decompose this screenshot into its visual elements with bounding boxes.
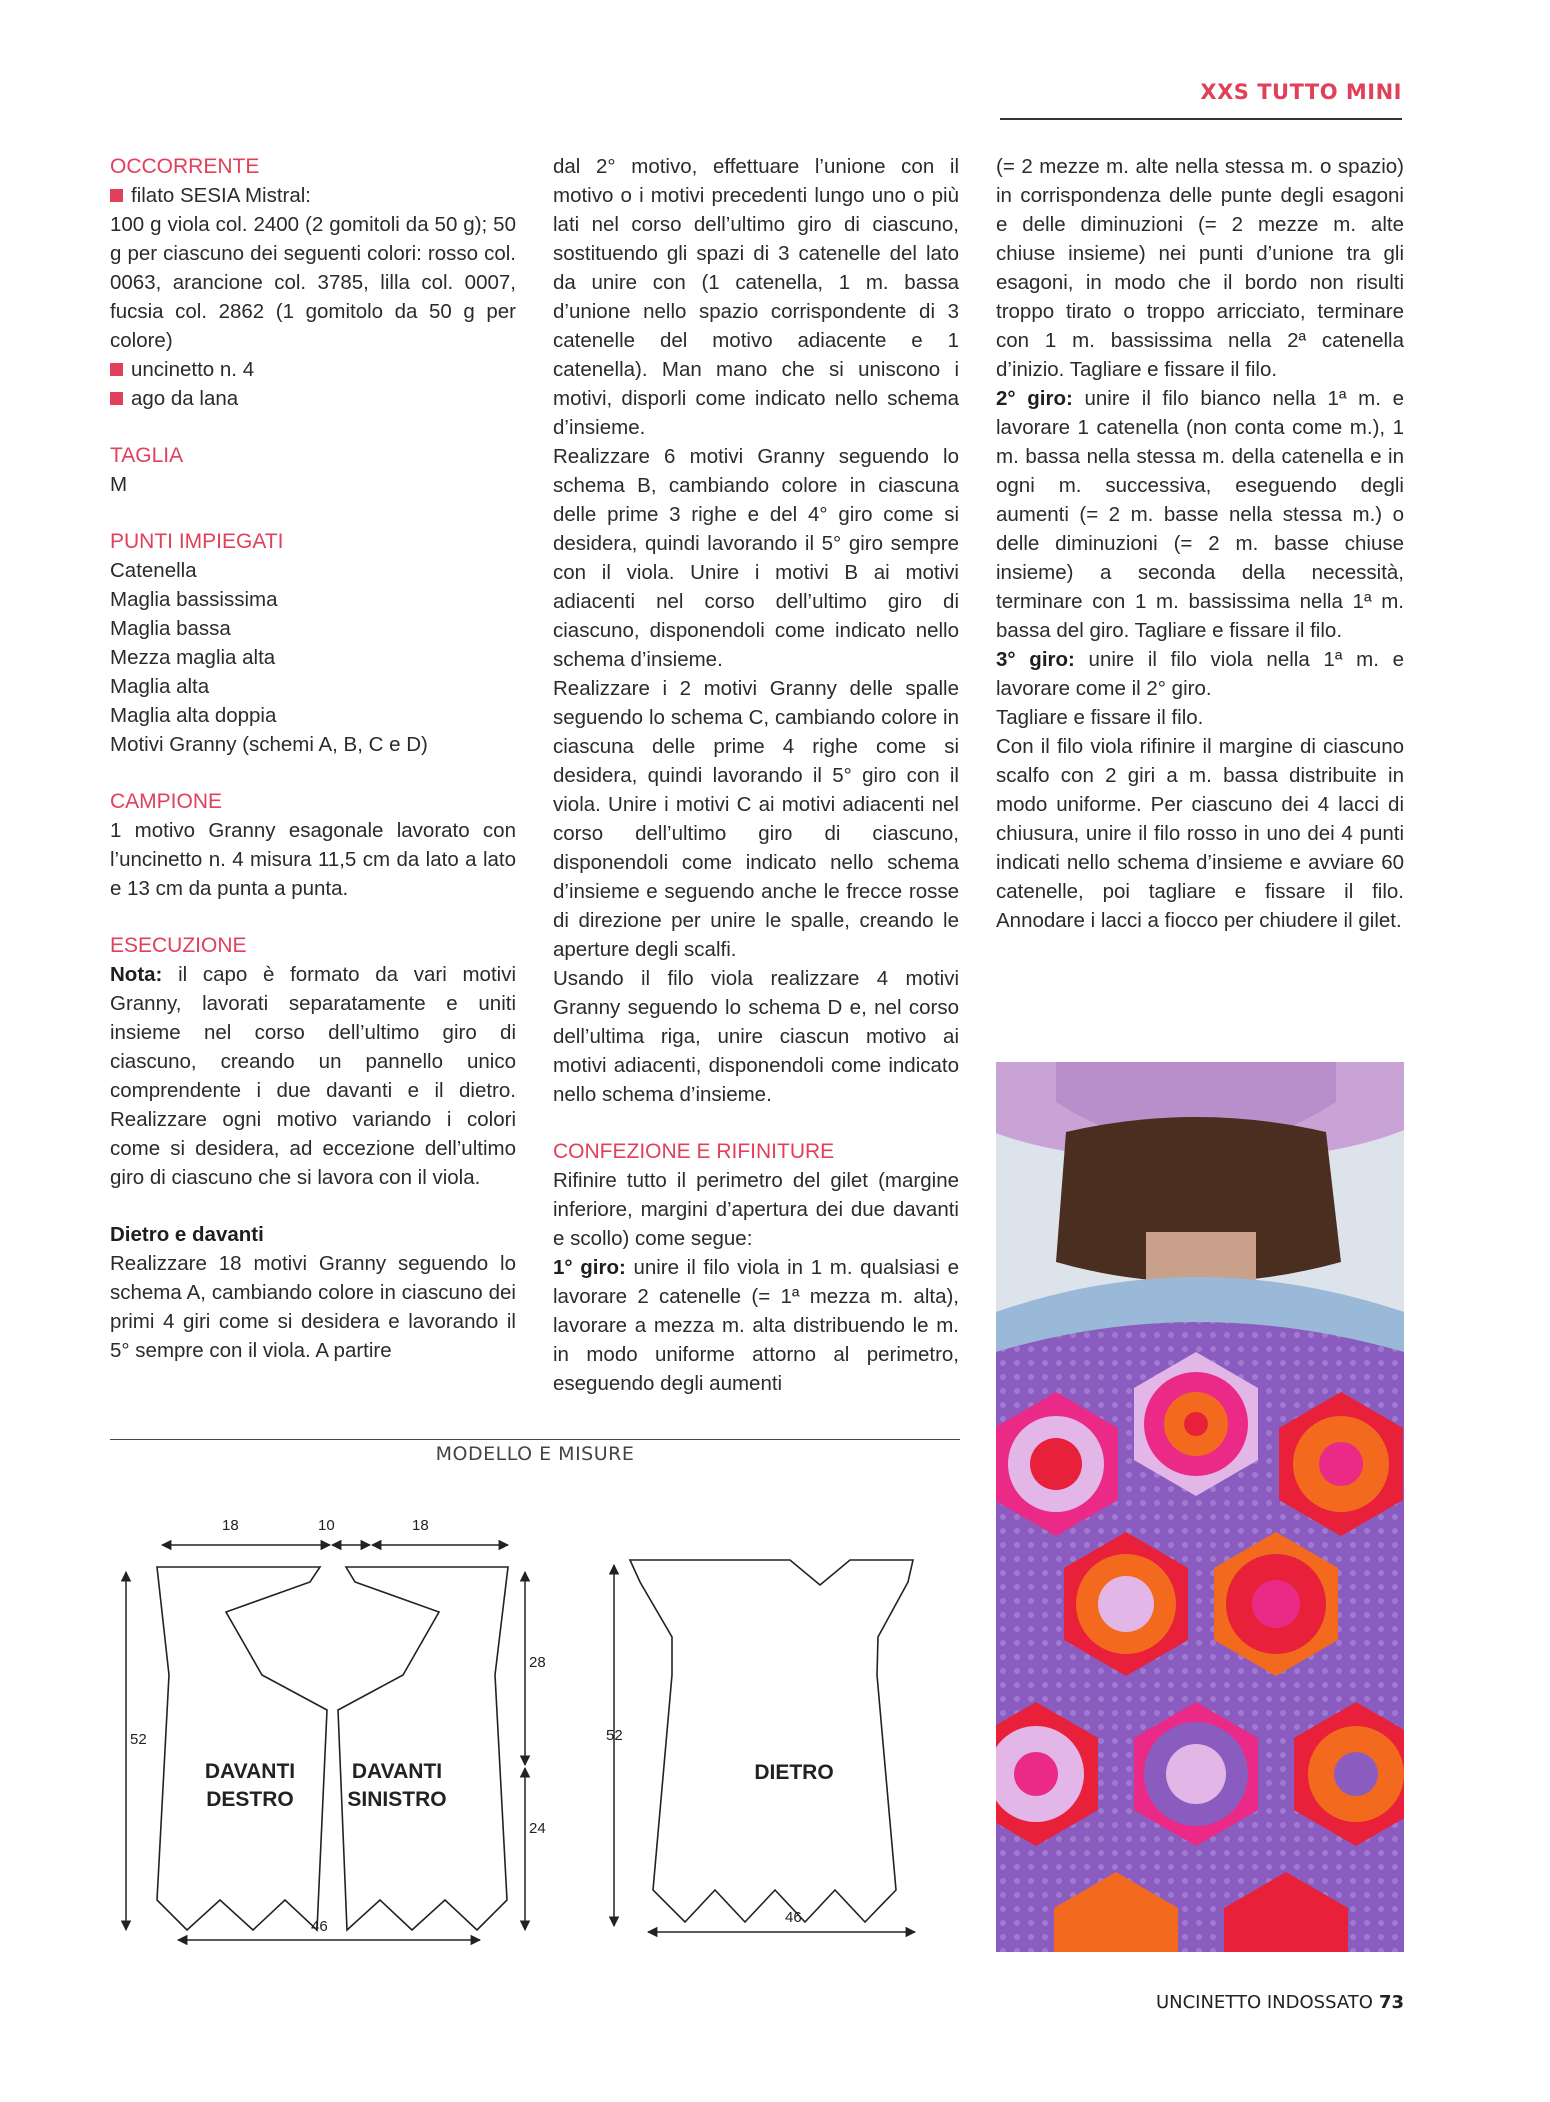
giro-2-text: unire il filo bianco nella 1ª m. e lavorare 1 catenella (non conta come m.), 1 m. bassa nella stessa m. della catenella e in ogni m. successiva, eseguendo degli aumenti (= 2 m. basse nella stessa m.) o delle diminuzioni (= 2 m. basse chiuse insieme) a seconda della necessità, terminare con 1 m. bassissima nella 1ª m. bassa del giro. Tagliare e fissare il filo.	[996, 387, 1404, 642]
label-left-front-1: DAVANTI	[351, 1760, 443, 1783]
page-number: 73	[1378, 1992, 1404, 2013]
square-bullet-icon	[110, 184, 131, 207]
heading-punti: PUNTI IMPIEGATI	[110, 530, 284, 553]
size-value: M	[110, 473, 128, 496]
paragraph-finishing: Rifinire tutto il perimetro del gilet (margine inferiore, margini d’apertura dei due davanti e scollo) come segue:	[553, 1169, 959, 1250]
section-title: XXS TUTTO MINI	[1200, 80, 1402, 104]
section-dietro-davanti	[110, 1220, 516, 1365]
label-right-front-2: DESTRO	[206, 1788, 294, 1811]
vest-photo	[996, 1062, 1404, 1952]
heading-confezione: CONFEZIONE E RIFINITURE	[553, 1140, 835, 1163]
section-campione	[110, 787, 516, 903]
dim-width-front: 46	[311, 1918, 328, 1935]
hook-text: uncinetto n. 4	[131, 358, 255, 381]
vest-photo-illustration	[996, 1062, 1404, 1952]
dim-top-right: 18	[412, 1517, 429, 1534]
stitch-item: Mezza maglia alta	[110, 646, 276, 669]
dim-top-left: 18	[222, 1517, 239, 1534]
item-yarn	[110, 181, 516, 210]
giro-1-label: 1° giro:	[553, 1256, 626, 1279]
diagram-rule	[110, 1439, 960, 1440]
dim-lower-right: 24	[529, 1820, 546, 1837]
stitch-item: Maglia alta doppia	[110, 704, 277, 727]
magazine-name: UNCINETTO INDOSSATO	[1155, 1992, 1373, 2013]
dim-height-back: 52	[606, 1727, 623, 1744]
heading-esecuzione: ESECUZIONE	[110, 934, 247, 957]
paragraph-armholes: Con il filo viola rifinire il margine di ciascuno scalfo con 2 giri a m. bassa distribuite in modo uniforme. Per ciascuno dei 4 lacci di chiusura, unire il filo rosso in uno dei 4 punti indicati nello schema d’insieme e avviare 60 catenelle, poi tagliare e fissare il filo. Annodare i lacci a fiocco per chiudere il gilet.	[996, 735, 1404, 932]
dietro-text: Realizzare 18 motivi Granny seguendo lo schema A, cambiando colore in ciascuno dei primi 4 giri come si desidera e lavorando il 5° sempre con il viola. A partire	[110, 1252, 516, 1362]
label-back: DIETRO	[754, 1761, 834, 1784]
paragraph-schema-d: Usando il filo viola realizzare 4 motivi Granny seguendo lo schema D e, nel corso dell’ultima riga, unire ciascun motivo ai motivi adiacenti, disponendoli come indicato nello schema d’insieme.	[553, 967, 959, 1106]
item-hook	[110, 355, 516, 384]
schematic-diagram	[100, 1500, 980, 1960]
note-paragraph	[110, 960, 516, 1192]
item-needle	[110, 384, 516, 413]
giro-2-label: 2° giro:	[996, 387, 1073, 410]
label-right-front-1: DAVANTI	[204, 1760, 296, 1783]
dim-height-left: 52	[130, 1731, 147, 1748]
paragraph-schema-c: Realizzare i 2 motivi Granny delle spalle seguendo lo schema C, cambiando colore in ciascuna delle prime 4 righe come si desidera, quindi lavorando il 5° giro con il viola. Unire i motivi C ai motivi adiacenti nel corso dell’ultimo giro di ciascuno, disponendoli come indicato nello schema d’insieme e seguendo anche le frecce rosse di direzione per unire le spalle, creando le aperture degli scalfi.	[553, 677, 959, 961]
stitch-item: Catenella	[110, 559, 197, 582]
back-outline	[630, 1560, 913, 1922]
dim-top-mid: 10	[318, 1517, 335, 1534]
square-bullet-icon	[110, 358, 131, 381]
section-punti	[110, 527, 516, 759]
paragraph-giro-2	[996, 384, 1404, 645]
heading-dietro-davanti: Dietro e davanti	[110, 1223, 264, 1246]
giro-3-label: 3° giro:	[996, 648, 1075, 671]
heading-occorrente: OCCORRENTE	[110, 155, 260, 178]
stitch-item: Maglia bassa	[110, 617, 231, 640]
stitch-item: Maglia bassissima	[110, 588, 278, 611]
giro-3-text: unire il filo viola nella 1ª m. e lavorare come il 2° giro.	[996, 648, 1404, 700]
front-left-outline	[338, 1567, 508, 1930]
front-right-outline	[157, 1567, 327, 1930]
label-left-front-2: SINISTRO	[347, 1788, 447, 1811]
section-occorrente	[110, 152, 516, 413]
paragraph-join: dal 2° motivo, effettuare l’unione con il motivo o i motivi precedenti lungo uno o più lati nel corso dell’ultimo giro di ciascuno, sostituendo gli spazi di 3 catenelle del lato da unire con (1 catenella, 1 m. bassa d’unione nello spazio corrispondente di 3 catenelle del motivo adiacente e 1 catenella). Man mano che si uniscono i motivi, disporli come indicato nello schema d’insieme.	[553, 155, 959, 439]
dim-upper-right: 28	[529, 1654, 546, 1671]
note-text: il capo è formato da vari motivi Granny, lavorati separatamente e uniti insieme nel corso dell’ultimo giro di ciascuno, creando un pannello unico comprendente i due davanti e il dietro. Realizzare ogni motivo variando i colori come si desidera, ad eccezione dell’ultimo giro di ciascuno che si lavora con il viola.	[110, 963, 516, 1189]
stitch-item: Maglia alta	[110, 675, 210, 698]
needle-text: ago da lana	[131, 387, 239, 410]
gauge-text: 1 motivo Granny esagonale lavorato con l’uncinetto n. 4 misura 11,5 cm da lato a lato e 13 cm da punta a punta.	[110, 819, 516, 900]
yarn-details: 100 g viola col. 2400 (2 gomitoli da 50 g); 50 g per ciascuno dei seguenti colori: rosso col. 0063, arancione col. 3785, lilla col. 0007, fucsia col. 2862 (1 gomitolo da 50 g per colore)	[110, 213, 516, 352]
page-footer	[1156, 1992, 1404, 2013]
giro-1-text: unire il filo viola in 1 m. qualsiasi e lavorare 2 catenelle (= 1ª mezza m. alta), lavorare a mezza m. alta distribuendo le m. in modo uniforme attorno al perimetro, eseguendo degli aumenti	[553, 1256, 959, 1395]
yarn-title: filato SESIA Mistral:	[131, 184, 312, 207]
header-rule	[1000, 118, 1402, 120]
heading-campione: CAMPIONE	[110, 790, 223, 813]
paragraph-giro-1	[553, 1253, 959, 1398]
paragraph-giro-3	[996, 645, 1404, 703]
section-taglia	[110, 441, 516, 499]
square-bullet-icon	[110, 387, 131, 410]
diagram-title: MODELLO E MISURE	[435, 1443, 635, 1465]
paragraph-increases: (= 2 mezze m. alte nella stessa m. o spazio) in corrispondenza delle punte degli esagoni e delle diminuzioni (= 2 mezze m. alte chiuse insieme) nei punti d’unione tra gli esagoni, in modo che il bordo non risulti troppo tirato o troppo arricciato, terminare con 1 m. bassissima nella 2ª catenella d’inizio. Tagliare e fissare il filo.	[996, 155, 1404, 381]
heading-taglia: TAGLIA	[110, 444, 184, 467]
note-label: Nota:	[110, 963, 163, 986]
column-2	[553, 152, 959, 1398]
paragraph-cut: Tagliare e fissare il filo.	[996, 706, 1204, 729]
column-3	[996, 152, 1404, 935]
paragraph-schema-b: Realizzare 6 motivi Granny seguendo lo schema B, cambiando colore in ciascuna delle prime 3 righe e del 4° giro come si desidera, quindi lavorando il 5° giro sempre con il viola. Unire i motivi B ai motivi adiacenti nel corso dell’ultimo giro di ciascuno, disponendoli come indicato nello schema d’insieme.	[553, 445, 959, 671]
section-esecuzione	[110, 931, 516, 1192]
column-1	[110, 152, 516, 1365]
dim-width-back: 46	[785, 1909, 802, 1926]
stitch-item: Motivi Granny (schemi A, B, C e D)	[110, 733, 428, 756]
